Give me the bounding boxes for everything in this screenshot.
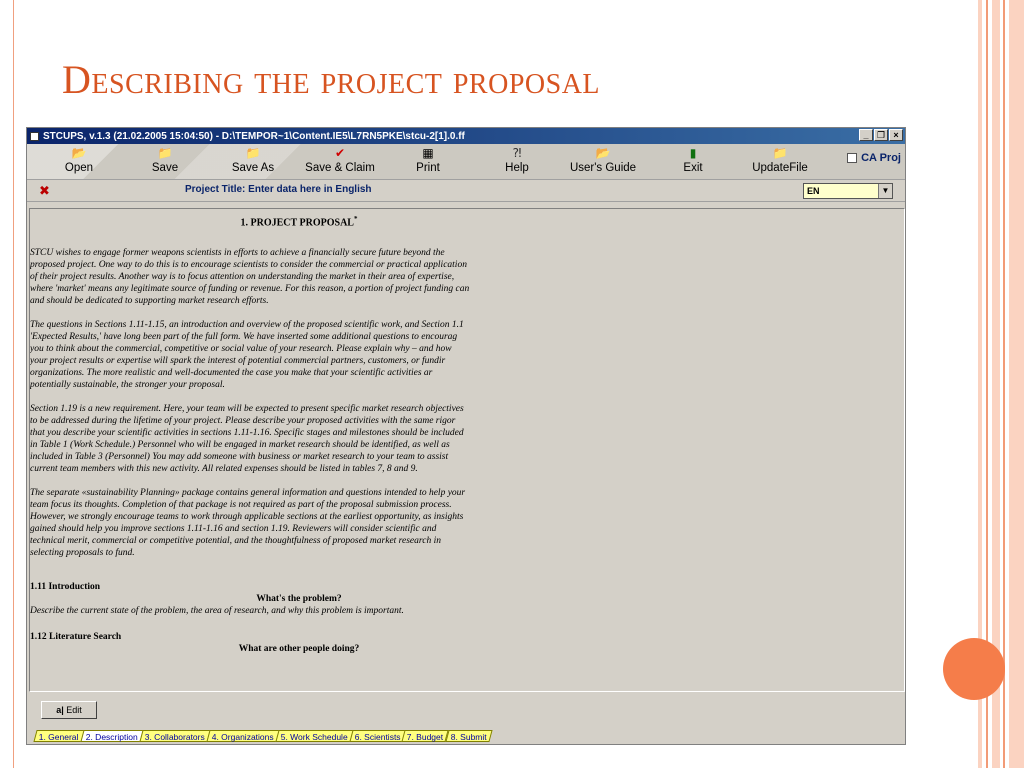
tab-description[interactable]: 2. Description (80, 730, 143, 742)
language-select[interactable]: EN ▼ (803, 183, 893, 199)
section-1-12-question: What are other people doing? (238, 644, 360, 655)
tab-budget[interactable]: 7. Budget (402, 730, 450, 742)
print-icon: ▦ (422, 146, 434, 160)
window-controls (859, 129, 903, 141)
tab-scientists[interactable]: 6. Scientists (349, 730, 406, 742)
checkbox-box (847, 153, 857, 163)
save-as-button[interactable]: 📁 Save As (225, 146, 281, 178)
document-content (30, 209, 568, 655)
decorative-circle (943, 638, 1005, 700)
section-1-11-description: Describe the current state of the problem, the area of research, and why this problem is important. (30, 606, 404, 617)
update-file-button[interactable]: 📁 UpdateFile (747, 146, 813, 178)
minimize-button[interactable]: _ (859, 129, 873, 141)
section-1-11-question: What's the problem? (256, 594, 342, 605)
app-window (26, 127, 906, 745)
tab-general[interactable]: 1. General (33, 730, 84, 742)
project-icon[interactable]: ✖ (39, 183, 50, 198)
save-folder-icon: 📁 (157, 146, 173, 160)
paragraph-1: STCU wishes to engage former weapons scientists in efforts to achieve a financially secure future beyond the proposed project. One way to do this is to encourage scientists to consider the commercial or practical application of their project results. Another way is to focus attention on understanding the market in their area of expertise, where 'market' means any legitimate source of funding or revenue. For this reason, a portion of project funding can and should be dedicated to supporting market research efforts. (30, 248, 470, 307)
maximize-button[interactable]: ❐ (874, 129, 888, 141)
print-button[interactable]: ▦ Print (405, 146, 451, 178)
paragraph-3: Section 1.19 is a new requirement. Here, your team will be expected to present specific market research objectives to be addressed during the lifetime of your project. Please describe your proposed activities with the same rigor that you describe your scientific activities in sections 1.11-1.16. Specific stages and milestones should be included in Table 1 (Work Schedule.) Personnel who will be engaged in market research should be identified, as well as included in Table 3 (Personnel) You may add someone with business or market research to your team to assist current team members with this new activity. All related expenses should be listed in tables 7, 8 and 9. (30, 404, 464, 475)
section-1-11-title: 1.11 Introduction (30, 582, 101, 593)
help-icon: ⁈ (512, 146, 522, 160)
window-title: STCUPS, v.1.3 (21.02.2005 15:04:50) - D:\TEMPOR~1\Content.IE5\L7RN5PKE\stcu-2[1].0.ff (43, 130, 465, 142)
edit-cursor-icon: a| (56, 705, 64, 715)
paragraph-2: The questions in Sections 1.11-1.15, an introduction and overview of the proposed scientific work, and Section 1.1 'Expected Results,' have long been part of the full form. We have inserted some additional questions to encourag you to think about the commercial, competitive or social value of your research. Please explain why – and how your project results or expertise will spark the interest of potential commercial partners, customers, or fundir organizations. The more realistic and well-documented the case you make that your scientific activities ar potentially sustainable, the stronger your proposal. (30, 320, 464, 391)
tab-work-schedule[interactable]: 5. Work Schedule (275, 730, 353, 742)
edit-button[interactable]: a| Edit (41, 701, 97, 719)
slide-title: Describing the project proposal (62, 57, 601, 102)
tab-collaborators[interactable]: 3. Collaborators (139, 730, 210, 742)
section-1-12-title: 1.12 Literature Search (30, 632, 122, 643)
users-guide-button[interactable]: 📂 User's Guide (567, 146, 639, 178)
save-claim-button[interactable]: ✔ Save & Claim (297, 146, 383, 178)
tab-submit[interactable]: 8. Submit (445, 730, 492, 742)
save-button[interactable]: 📁 Save (143, 146, 187, 178)
open-folder-icon: 📂 (71, 146, 87, 160)
checkmark-icon: ✔ (334, 146, 346, 160)
project-title-label: Project Title: Enter data here in English (185, 184, 372, 195)
dropdown-arrow-icon[interactable]: ▼ (878, 184, 892, 198)
toolbar (27, 144, 905, 180)
exit-door-icon: ▮ (689, 146, 697, 160)
close-button[interactable]: × (889, 129, 903, 141)
help-button[interactable]: ⁈ Help (497, 146, 537, 178)
slide-left-border (0, 0, 14, 768)
guide-folder-icon: 📂 (595, 146, 611, 160)
save-as-icon: 📁 (245, 146, 261, 160)
document-heading: 1. PROJECT PROPOSAL* (240, 215, 358, 229)
ca-proj-checkbox[interactable]: CA Proj (847, 152, 901, 164)
app-icon (30, 132, 39, 141)
section-tabs (35, 730, 490, 743)
paragraph-4: The separate «sustainability Planning» package contains general information and questions intended to help your team focus its thoughts. Completion of that package is not required as part of the proposal submission process. However, we strongly encourage teams to work through applicable sections at the earliest opportunity, as insights gained should help you improve sections 1.11-1.16 and section 1.19. Reviewers will consider scientific and technical merit, commercial or competitive potential, and the thoughtfulness of proposed market research in selecting proposals to fund. (30, 488, 466, 559)
bottom-bar (29, 696, 905, 726)
open-button[interactable]: 📂 Open (57, 146, 101, 178)
project-bar (27, 180, 905, 202)
window-titlebar[interactable] (27, 128, 905, 144)
exit-button[interactable]: ▮ Exit (675, 146, 711, 178)
document-area[interactable] (29, 208, 905, 692)
tab-organizations[interactable]: 4. Organizations (206, 730, 279, 742)
update-file-icon: 📁 (772, 146, 788, 160)
